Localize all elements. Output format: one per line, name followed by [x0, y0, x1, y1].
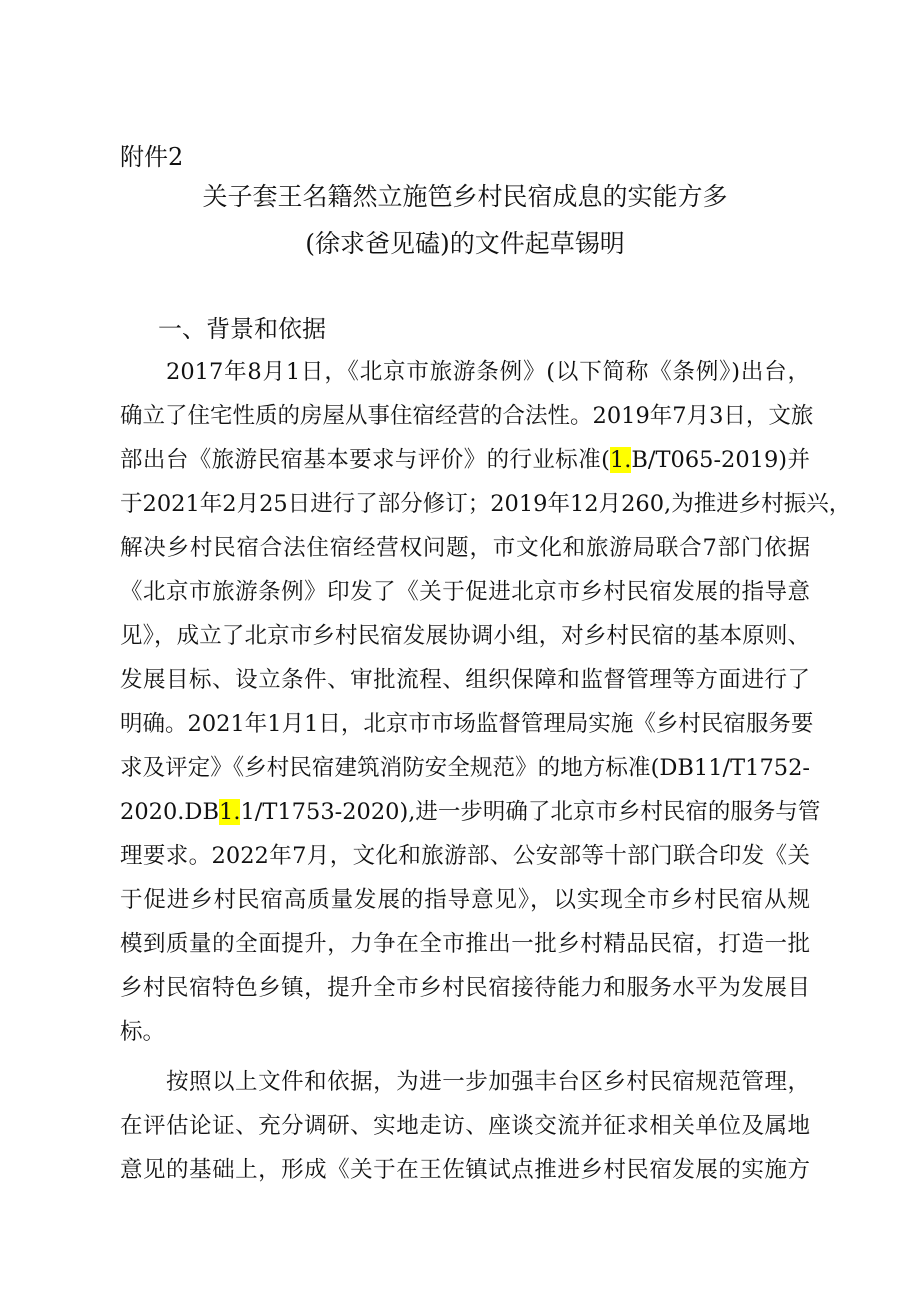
- paragraph-1-line: 理要求。2022年7月，文化和旅游部、公安部等十部门联合印发《关: [120, 843, 810, 869]
- text-segment: 部出台《旅游民宿基本要求与评价》的行业标准(: [120, 447, 610, 473]
- paragraph-1-line: 解决乡村民宿合法住宿经营权问题，市文化和旅游局联合7部门依据: [120, 535, 810, 561]
- paragraph-1-line: 见》，成立了北京市乡村民宿发展协调小组，对乡村民宿的基本原则、: [120, 623, 810, 649]
- paragraph-1-line: 求及评定》《乡村民宿建筑消防安全规范》的地方标准(DB11/T1752-: [120, 755, 810, 781]
- text-segment: 1/T1753-2020),进一步明确了北京市乡村民宿的服务与管: [240, 799, 821, 825]
- highlighted-text: 1.: [219, 799, 241, 825]
- paragraph-2-line: 按照以上文件和依据，为进一步加强丰台区乡村民宿规范管理，: [166, 1069, 810, 1095]
- paragraph-1-line: 《北京市旅游条例》印发了《关于促进北京市乡村民宿发展的指导意: [120, 579, 810, 605]
- paragraph-2-line: 意见的基础上，形成《关于在王佐镇试点推进乡村民宿发展的实施方: [120, 1157, 810, 1183]
- paragraph-1-line: 模到质量的全面提升，力争在全市推出一批乡村精品民宿，打造一批: [120, 931, 810, 957]
- highlighted-text: 1.: [609, 447, 632, 473]
- document-title-line-1: 关子套王名籍然立施笆乡村民宿成息的实能方多: [202, 182, 728, 211]
- paragraph-1-line: 于促进乡村民宿高质量发展的指导意见》，以实现全市乡村民宿从规: [120, 887, 810, 913]
- text-segment: B/T065-2019)并: [631, 447, 810, 473]
- text-segment: 2020.DB: [120, 799, 219, 825]
- paragraph-1-line: 明确。2021年1月1日，北京市市场监督管理局实施《乡村民宿服务要: [120, 711, 814, 737]
- paragraph-1-line: 确立了住宅性质的房屋从事住宿经营的合法性。2019年7月3日，文旅: [120, 403, 814, 429]
- paragraph-1-line: [120, 796, 821, 828]
- paragraph-1-line: 2017年8月1日，《北京市旅游条例》(以下简称《条例》)出台，: [166, 359, 810, 385]
- attachment-label: 附件2: [120, 143, 184, 171]
- paragraph-1-line: 标。: [120, 1019, 166, 1045]
- document-title-line-2: (徐求爸见磕)的文件起草锡明: [305, 229, 625, 258]
- paragraph-2-line: 在评估论证、充分调研、实地走访、座谈交流并征求相关单位及属地: [120, 1113, 810, 1139]
- paragraph-1-line: 乡村民宿特色乡镇，提升全市乡村民宿接待能力和服务水平为发展目: [120, 975, 810, 1001]
- section-heading-background: 一、背景和依据: [158, 315, 326, 343]
- paragraph-1-line: 于2021年2月25日进行了部分修订；2019年12月260,为推进乡村振兴，: [120, 491, 852, 517]
- paragraph-1-line: [120, 444, 810, 476]
- paragraph-1-line: 发展目标、设立条件、审批流程、组织保障和监督管理等方面进行了: [120, 667, 810, 693]
